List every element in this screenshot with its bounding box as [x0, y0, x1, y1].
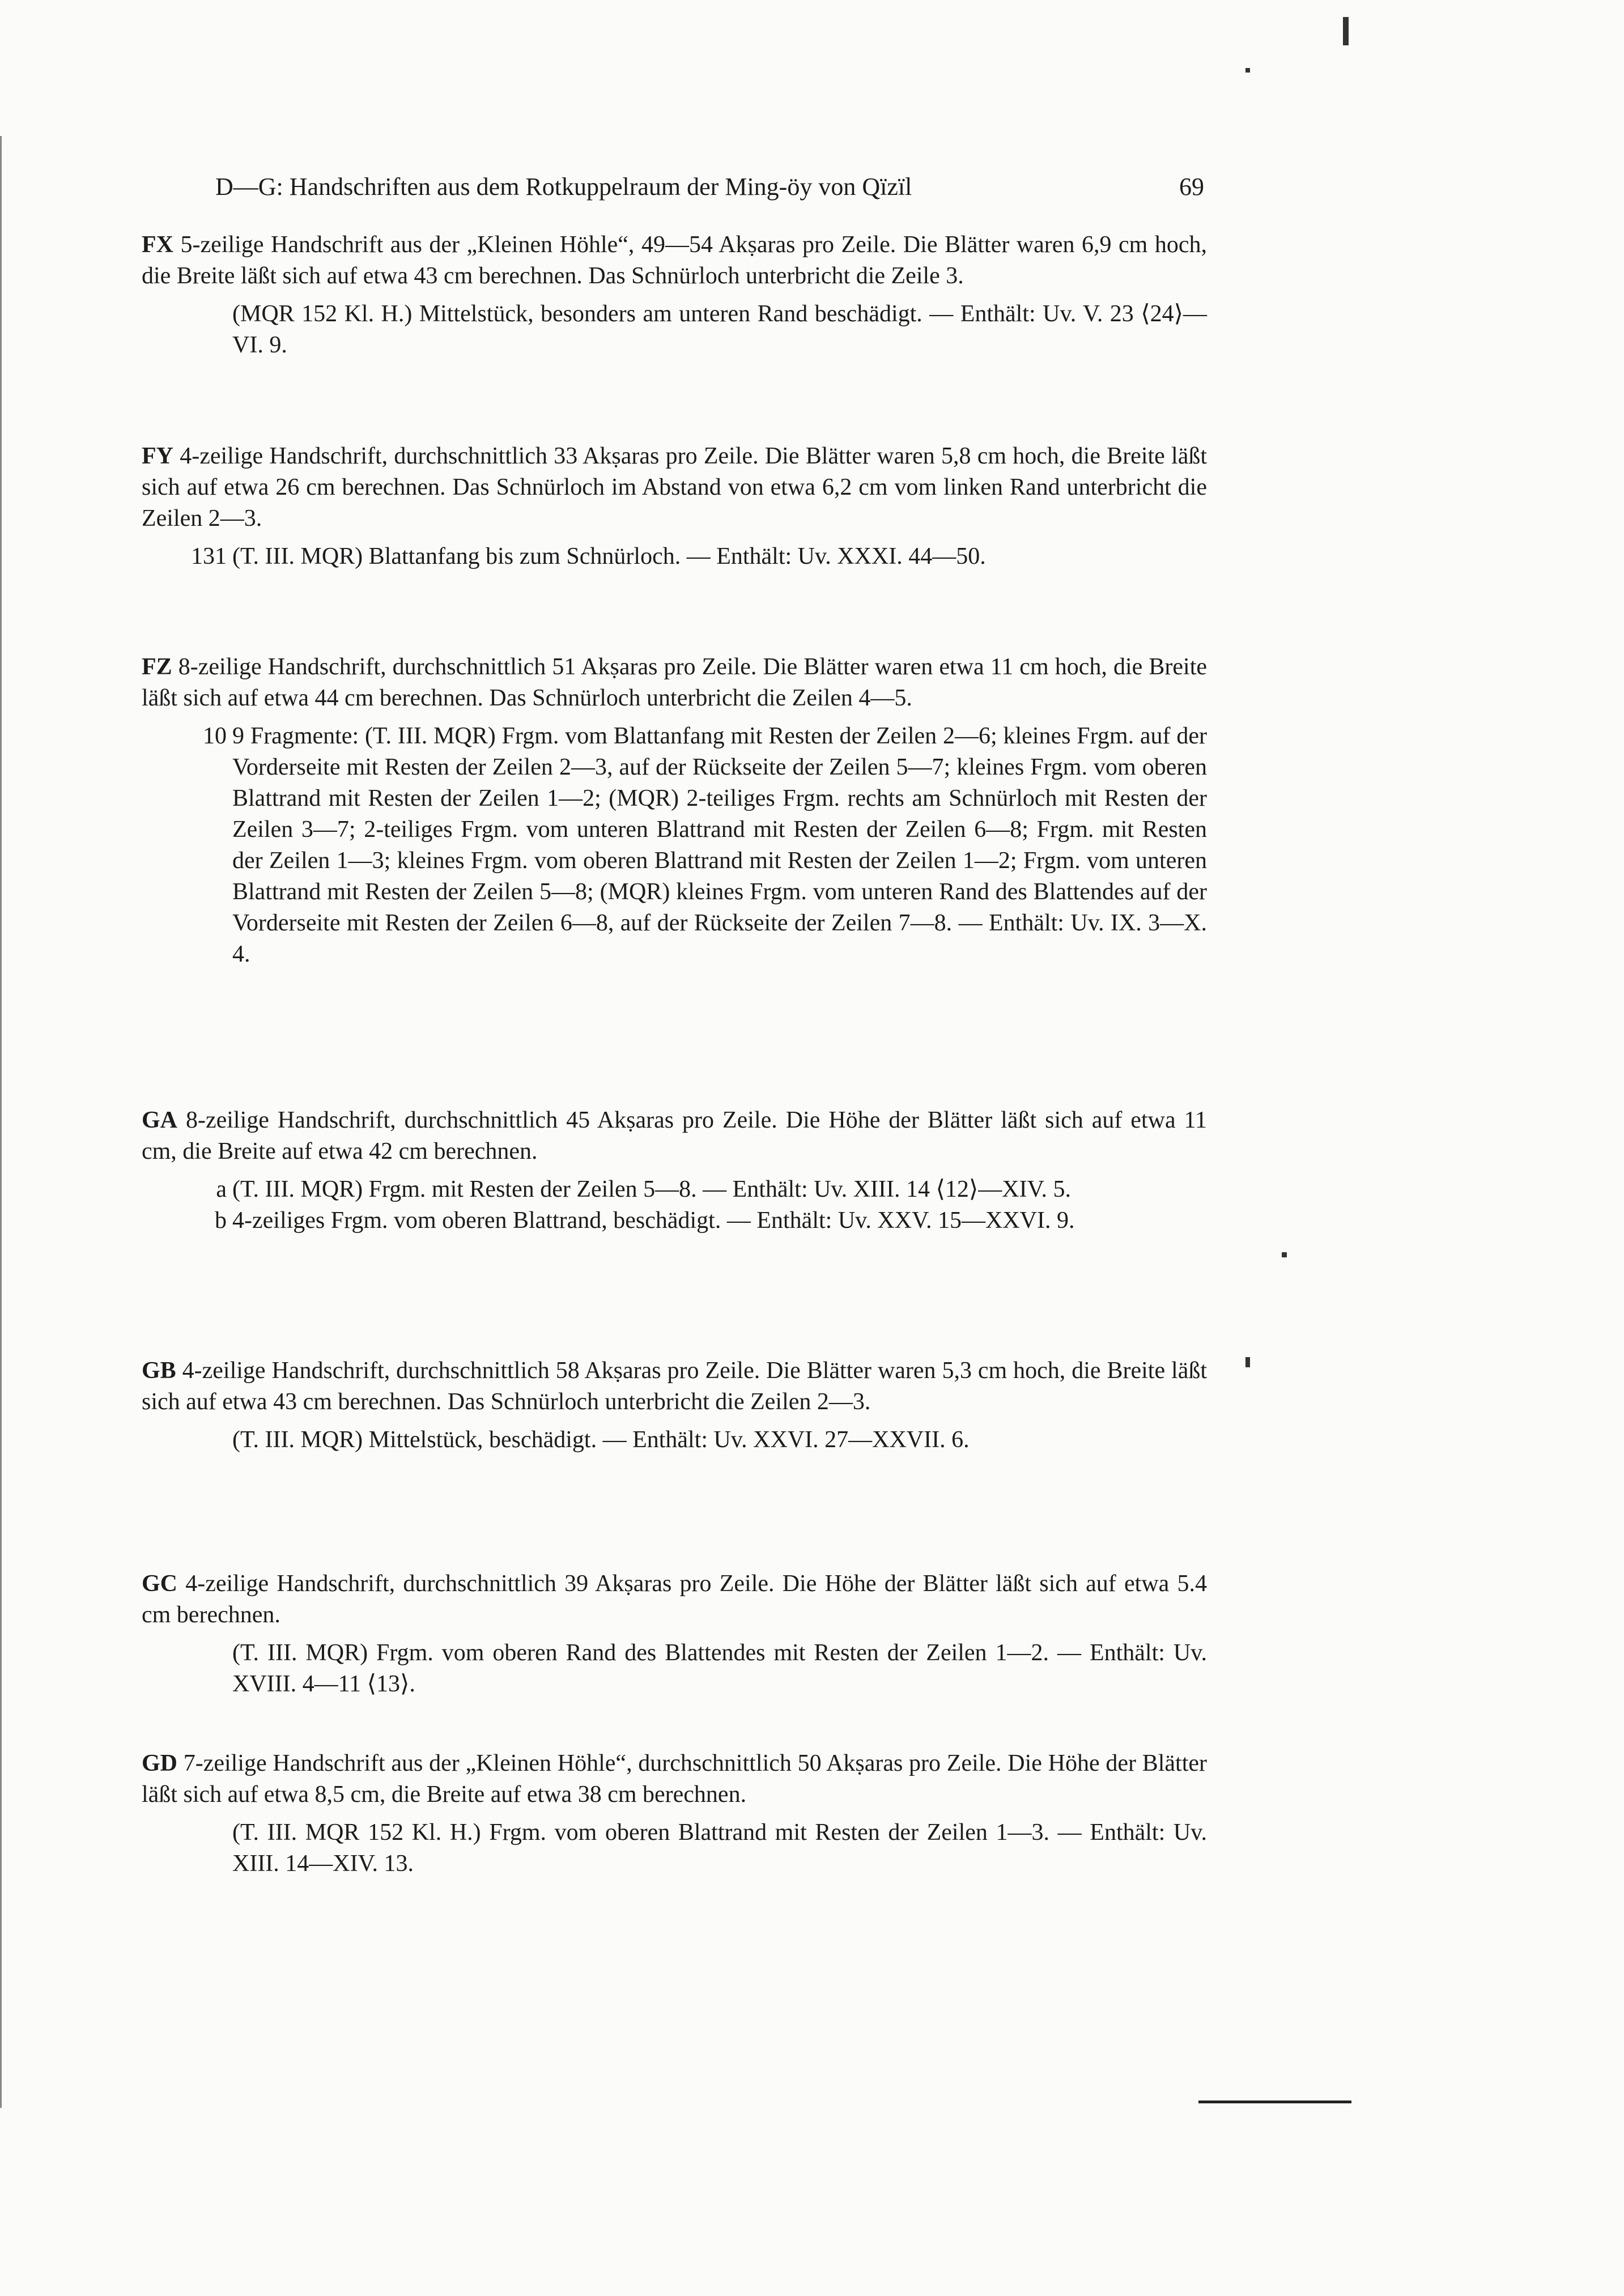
fragment-number: 131 [191, 543, 227, 569]
entry-sigla: FX [142, 232, 173, 258]
running-title: D—G: Handschriften aus dem Rotkuppelraum der Ming-öy von Qïzïl [215, 173, 912, 201]
scan-rule-mark [1198, 2101, 1351, 2103]
fragment-item [142, 721, 1207, 970]
page-number: 69 [1179, 173, 1204, 201]
entry-sigla: GD [142, 1750, 177, 1776]
entry-description: GB 4-zeilige Handschrift, durchschnittlich 58 Akṣaras pro Zeile. Die Blätter waren 5,3 cm hoch, die Breite läßt sich auf etwa 43 cm berechnen. Das Schnürloch unterbricht die Zeilen 2—3. [142, 1358, 1208, 1415]
entry-gc [142, 1568, 1207, 1700]
fragment-text: (T. III. MQR) Mittelstück, beschädigt. — Enthält: Uv. XXVI. 27—XXVII. 6. [232, 1427, 970, 1453]
fragment-item [142, 1425, 1207, 1456]
fragment-item [142, 1174, 1207, 1205]
fragment-item [142, 541, 1207, 572]
entry-sigla: GB [142, 1358, 176, 1384]
entry-description: FY 4-zeilige Handschrift, durchschnittlich 33 Akṣaras pro Zeile. Die Blätter waren 5,8 cm hoch, die Breite läßt sich auf etwa 26 cm berechnen. Das Schnürloch im Abstand von etwa 6,2 cm vom linken Rand unterbricht die Zeilen 2—3. [142, 443, 1208, 532]
fragment-text: (MQR 152 Kl. H.) Mittelstück, besonders am unteren Rand beschädigt. — Enthält: Uv. V. 23 ⟨24⟩—VI. 9. [232, 301, 1207, 358]
entry-gb [142, 1355, 1207, 1456]
fragment-text: 9 Fragmente: (T. III. MQR) Frgm. vom Blattanfang mit Resten der Zeilen 2—6; kleines Frgm. auf der Vorderseite mit Resten der Zeilen 2—3, auf der Rückseite der Zeilen 5—7; kleines Frgm. vom oberen Blattrand mit Resten der Zeilen 1—2; (MQR) 2-teiliges Frgm. rechts am Schnürloch mit Resten der Zeilen 3—7; 2-teiliges Frgm. vom unteren Blattrand mit Resten der Zeilen 6—8; Frgm. mit Resten der Zeilen 1—3; kleines Frgm. vom oberen Blattrand mit Resten der Zeilen 1—2; Frgm. vom unteren Blattrand mit Resten der Zeilen 5—8; (MQR) kleines Frgm. vom unteren Rand des Blattendes auf der Vorderseite mit Resten der Zeilen 6—8, auf der Rückseite der Zeilen 7—8. — Enthält: Uv. IX. 3—X. 4. [232, 723, 1207, 967]
scan-speck [1343, 17, 1349, 45]
entry-sigla: FY [142, 443, 173, 469]
entry-description: FX 5-zeilige Handschrift aus der „Kleinen Höhle“, 49—54 Akṣaras pro Zeile. Die Blätter waren 6,9 cm hoch, die Breite läßt sich auf etwa 43 cm berechnen. Das Schnürloch unterbricht die Zeile 3. [142, 232, 1208, 289]
entry-description: GD 7-zeilige Handschrift aus der „Kleinen Höhle“, durchschnittlich 50 Akṣaras pro Zeile. Die Höhe der Blätter läßt sich auf etwa 8,5 cm, die Breite auf etwa 38 cm berechnen. [142, 1750, 1208, 1808]
page-header [215, 170, 1204, 204]
entry-description: GC 4-zeilige Handschrift, durchschnittlich 39 Akṣaras pro Zeile. Die Höhe der Blätter läßt sich auf etwa 5.4 cm berechnen. [142, 1571, 1207, 1628]
scan-speck [1245, 68, 1250, 73]
fragment-item [142, 1205, 1207, 1236]
fragment-item [142, 299, 1207, 361]
entry-sigla: GA [142, 1107, 177, 1133]
entry-sigla: GC [142, 1571, 177, 1597]
entry-ga [142, 1105, 1207, 1236]
fragment-number: 10 [203, 723, 227, 749]
scan-speck [1245, 1357, 1250, 1367]
fragment-number: a [216, 1176, 227, 1202]
binding-edge-mark [0, 136, 2, 2108]
entry-fy [142, 441, 1207, 572]
entry-description: GA 8-zeilige Handschrift, durchschnittlich 45 Akṣaras pro Zeile. Die Höhe der Blätter läßt sich auf etwa 11 cm, die Breite auf etwa 42 cm berechnen. [142, 1107, 1207, 1164]
fragment-text: (T. III. MQR) Frgm. vom oberen Rand des Blattendes mit Resten der Zeilen 1—2. — Enthält: Uv. XVIII. 4—11 ⟨13⟩. [232, 1640, 1207, 1697]
entry-sigla: FZ [142, 654, 172, 680]
entry-fx [142, 229, 1207, 361]
entry-description: FZ 8-zeilige Handschrift, durchschnittlich 51 Akṣaras pro Zeile. Die Blätter waren etwa 11 cm hoch, die Breite läßt sich auf etwa 44 cm berechnen. Das Schnürloch unterbricht die Zeilen 4—5. [142, 654, 1207, 711]
fragment-text: (T. III. MQR 152 Kl. H.) Frgm. vom oberen Blattrand mit Resten der Zeilen 1—3. — Enthält: Uv. XIII. 14—XIV. 13. [232, 1819, 1207, 1877]
entry-fz [142, 652, 1207, 970]
fragment-text: (T. III. MQR) Blattanfang bis zum Schnürloch. — Enthält: Uv. XXXI. 44—50. [232, 543, 986, 569]
entry-gd [142, 1748, 1207, 1880]
fragment-item [142, 1817, 1207, 1880]
fragment-text: 4-zeiliges Frgm. vom oberen Blattrand, beschädigt. — Enthält: Uv. XXV. 15—XXVI. 9. [232, 1207, 1075, 1234]
fragment-number: b [215, 1207, 227, 1234]
fragment-text: (T. III. MQR) Frgm. mit Resten der Zeilen 5—8. — Enthält: Uv. XIII. 14 ⟨12⟩—XIV. 5. [232, 1176, 1072, 1202]
fragment-item [142, 1638, 1207, 1700]
scan-speck [1282, 1252, 1287, 1257]
